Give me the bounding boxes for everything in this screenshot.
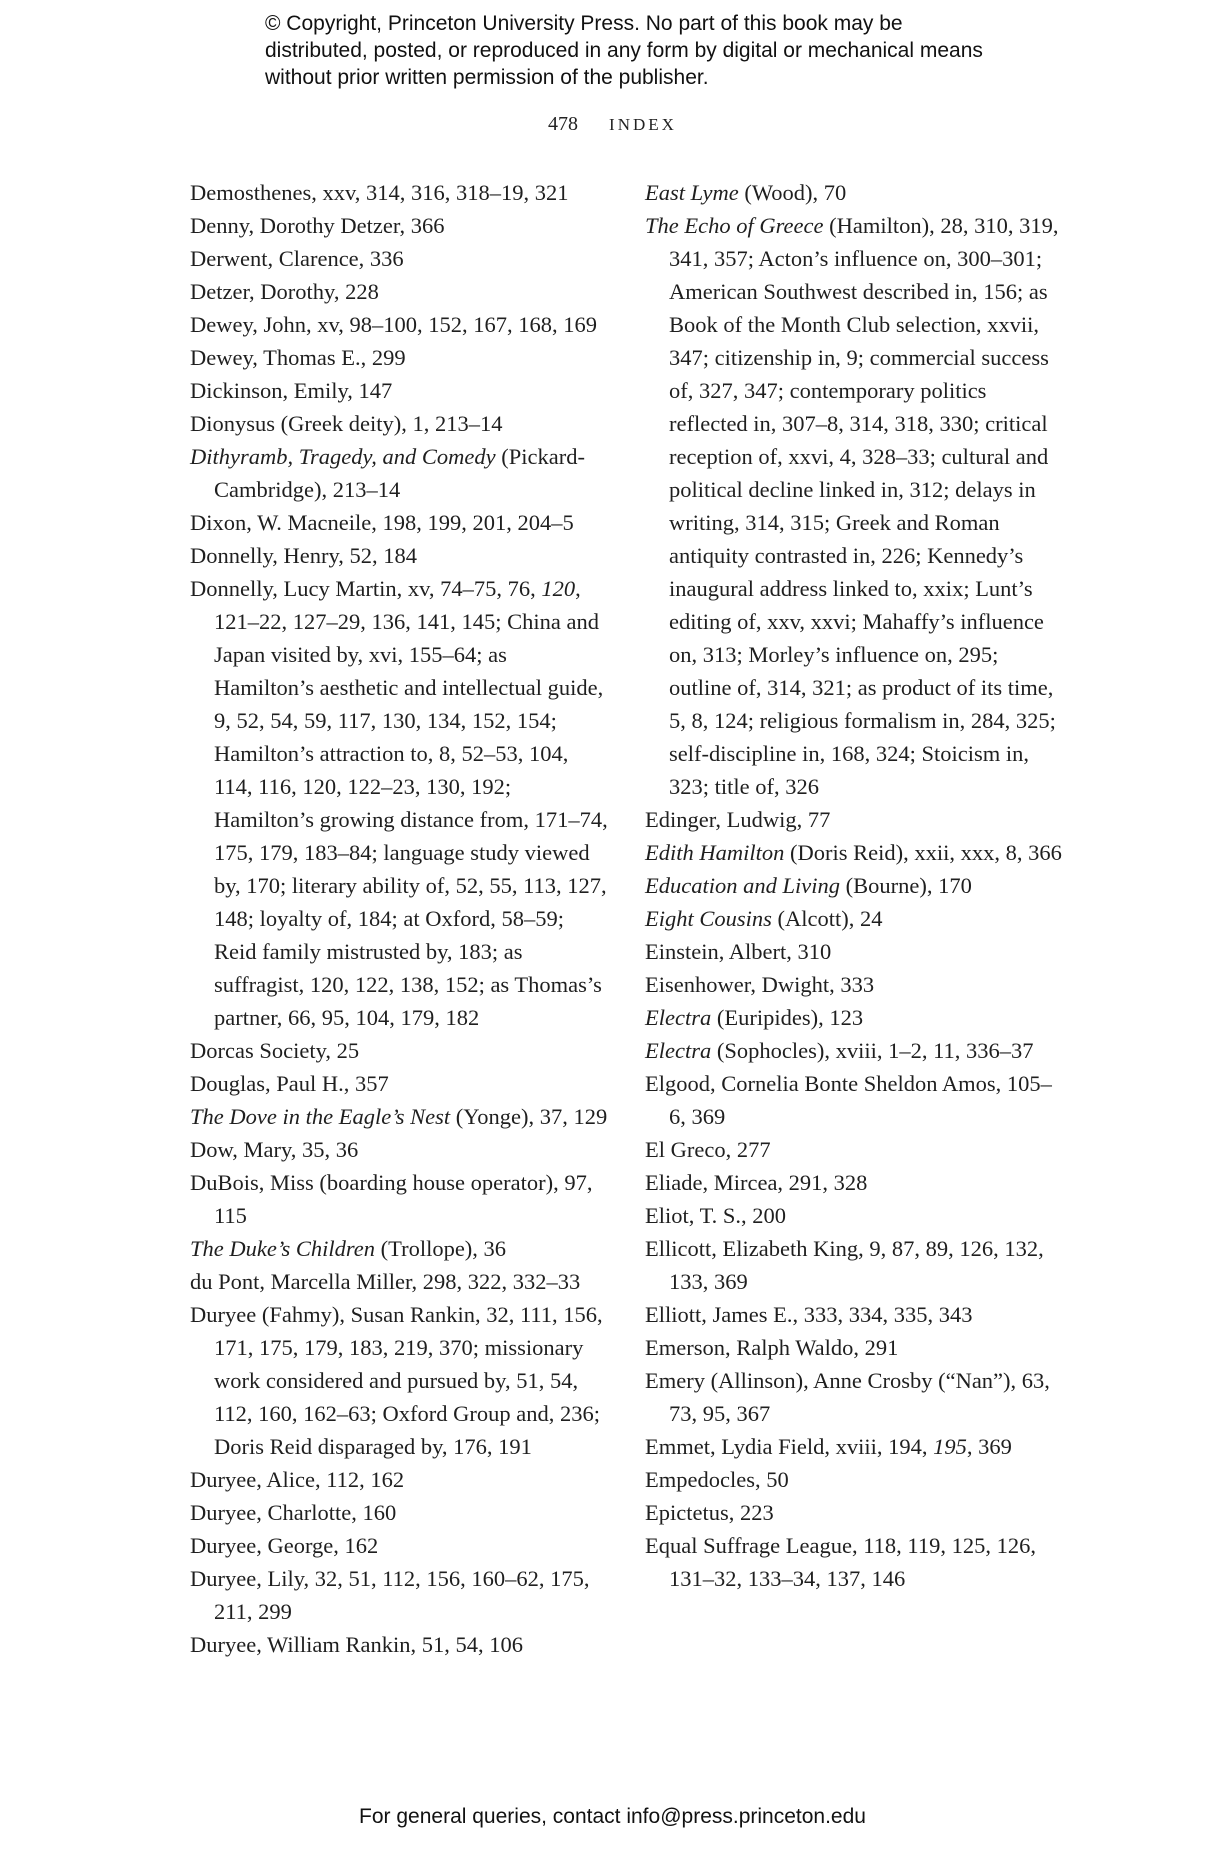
index-entry [190,176,610,209]
index-entry [190,275,610,308]
index-entry [645,1133,1065,1166]
index-entry [645,1463,1065,1496]
index-entry-text: Eliot, T. S., 200 [645,1203,787,1228]
index-entry [645,1067,1065,1133]
index-entry [190,1298,610,1463]
index-entry-text: (Wood), 70 [738,180,847,205]
index-entry-text: (Pickard-Cambridge), 213–14 [214,444,585,502]
index-entry [645,968,1065,1001]
index-entry-title: Electra [645,1038,712,1063]
index-entry-title: 195 [933,1434,967,1459]
index-entry-text: Emmet, Lydia Field, xviii, 194, [645,1434,934,1459]
index-entry-text: Dewey, Thomas E., 299 [190,345,406,370]
index-entry-text: Emerson, Ralph Waldo, 291 [645,1335,899,1360]
index-entry-text: Elliott, James E., 333, 334, 335, 343 [645,1302,973,1327]
index-entry-text: Donnelly, Lucy Martin, xv, 74–75, 76, [190,576,542,601]
page-number: 478 [548,113,579,135]
index-entry [190,1232,610,1265]
index-entry-text: Detzer, Dorothy, 228 [190,279,379,304]
index-entry [190,407,610,440]
index-entry [190,1628,610,1661]
index-entry [645,1496,1065,1529]
index-entry [190,308,610,341]
index-entry-text: Donnelly, Henry, 52, 184 [190,543,418,568]
index-column-right [645,176,1065,1595]
index-entry-title: 120 [541,576,576,601]
copyright-notice: © Copyright, Princeton University Press. No part of this book may be distributed, posted, or reproduced in any form by digital or mechanical means without prior written permission of the publisher. [265,12,983,89]
index-entry-text: , 369 [966,1434,1012,1459]
index-entry-title: Eight Cousins [645,906,772,931]
index-entry-text: Duryee, Alice, 112, 162 [190,1467,405,1492]
index-entry-text: DuBois, Miss (boarding house operator), 97, 115 [190,1170,593,1228]
index-entry [645,1331,1065,1364]
index-entry-text: Emery (Allinson), Anne Crosby (“Nan”), 63, 73, 95, 367 [645,1368,1050,1426]
index-entry [190,1100,610,1133]
index-entry-text: Empedocles, 50 [645,1467,789,1492]
index-entry [190,1133,610,1166]
index-entry [190,440,610,506]
index-entry-text: Dow, Mary, 35, 36 [190,1137,359,1162]
index-entry-text: Eliade, Mircea, 291, 328 [645,1170,868,1195]
index-entry [645,209,1065,803]
index-entry-title: East Lyme [645,180,739,205]
index-entry-text: Dickinson, Emily, 147 [190,378,393,403]
index-entry-text: Derwent, Clarence, 336 [190,246,404,271]
index-entry-text: (Trollope), 36 [375,1236,507,1261]
index-entry-text: Ellicott, Elizabeth King, 9, 87, 89, 126, 132, 133, 369 [645,1236,1044,1294]
index-entry-text: Dionysus (Greek deity), 1, 213–14 [190,411,503,436]
index-entry [645,1166,1065,1199]
index-entry [645,1001,1065,1034]
index-entry [645,803,1065,836]
index-entry-text: Denny, Dorothy Detzer, 366 [190,213,445,238]
index-entry [190,506,610,539]
index-entry-text: (Bourne), 170 [840,873,972,898]
index-entry-text: du Pont, Marcella Miller, 298, 322, 332–33 [190,1269,581,1294]
index-entry [190,539,610,572]
index-entry [645,869,1065,902]
index-entry-text: Douglas, Paul H., 357 [190,1071,389,1096]
index-entry-text: Duryee, Lily, 32, 51, 112, 156, 160–62, 175, 211, 299 [190,1566,590,1624]
index-entry-text: Duryee, George, 162 [190,1533,379,1558]
index-entry [190,1496,610,1529]
index-entry-text: , 121–22, 127–29, 136, 141, 145; China and Japan visited by, xvi, 155–64; as Hamilton’s aesthetic and intellectual guide, 9, 52, 54, 59, 117, 130, 134, 152, 154; Hamilton’s attraction to, 8, 52–53, 104, 114, 116, 120, 122–23, 130, 192; Hamilton’s growing distance from, 171–74, 175, 179, 183–84; language study viewed by, 170; literary ability of, 52, 55, 113, 127, 148; loyalty of, 184; at Oxford, 58–59; Reid family mistrusted by, 183; as suffragist, 120, 122, 138, 152; as Thomas’s partner, 66, 95, 104, 179, 182 [214,576,608,1030]
running-head [0,113,1225,136]
footer-contact: For general queries, contact info@press.princeton.edu [359,1805,866,1828]
index-entry [190,242,610,275]
index-entry-title: Edith Hamilton [645,840,785,865]
index-entry-text: (Alcott), 24 [771,906,883,931]
index-entry [645,176,1065,209]
index-entry-title: The Dove in the Eagle’s Nest [190,1104,451,1129]
index-entry-text: Duryee, Charlotte, 160 [190,1500,397,1525]
index-entry-text: (Yonge), 37, 129 [450,1104,608,1129]
index-entry-text: Einstein, Albert, 310 [645,939,832,964]
index-entry-title: Dithyramb, Tragedy, and Comedy [190,444,496,469]
index-entry-title: The Duke’s Children [190,1236,375,1261]
section-title: INDEX [609,115,677,134]
index-entry-text: Edinger, Ludwig, 77 [645,807,831,832]
index-entry-text: Duryee (Fahmy), Susan Rankin, 32, 111, 156, 171, 175, 179, 183, 219, 370; missionary work considered and pursued by, 51, 54, 112, 160, 162–63; Oxford Group and, 236; Doris Reid disparaged by, 176, 191 [190,1302,603,1459]
index-entry [645,1199,1065,1232]
index-entry-text: (Sophocles), xviii, 1–2, 11, 336–37 [711,1038,1034,1063]
index-entry [190,1265,610,1298]
index-entry [645,1529,1065,1595]
index-entry [190,1034,610,1067]
index-entry [190,572,610,1034]
index-entry [645,1232,1065,1298]
index-column-left [190,176,610,1661]
index-entry [645,902,1065,935]
index-entry [190,1529,610,1562]
index-entry [190,209,610,242]
index-entry-text: Elgood, Cornelia Bonte Sheldon Amos, 105–6, 369 [645,1071,1052,1129]
index-entry [190,1463,610,1496]
index-entry-text: Dorcas Society, 25 [190,1038,360,1063]
index-entry [190,1166,610,1232]
index-entry-text: Eisenhower, Dwight, 333 [645,972,875,997]
index-entry-text: (Euripides), 123 [711,1005,864,1030]
index-entry-title: The Echo of Greece [645,213,824,238]
index-entry-text: (Doris Reid), xxii, xxx, 8, 366 [784,840,1062,865]
index-entry [645,1034,1065,1067]
index-entry [190,341,610,374]
index-entry [190,374,610,407]
index-entry-text: Equal Suffrage League, 118, 119, 125, 126, 131–32, 133–34, 137, 146 [645,1533,1036,1591]
index-entry [645,1430,1065,1463]
index-entry-title: Electra [645,1005,712,1030]
index-entry-text: Dixon, W. Macneile, 198, 199, 201, 204–5 [190,510,574,535]
index-entry-text: (Hamilton), 28, 310, 319, 341, 357; Acton’s influence on, 300–301; American Southwest described in, 156; as Book of the Month Club selection, xxvii, 347; citizenship in, 9; commercial success of, 327, 347; contemporary politics reflected in, 307–8, 314, 318, 330; critical reception of, xxvi, 4, 328–33; cultural and political decline linked in, 312; delays in writing, 314, 315; Greek and Roman antiquity contrasted in, 226; Kennedy’s inaugural address linked to, xxix; Lunt’s editing of, xxv, xxvi; Mahaffy’s influence on, 313; Morley’s influence on, 295; outline of, 314, 321; as product of its time, 5, 8, 124; religious formalism in, 284, 325; self-discipline in, 168, 324; Stoicism in, 323; title of, 326 [669,213,1059,799]
index-entry-text: Demosthenes, xxv, 314, 316, 318–19, 321 [190,180,569,205]
index-entry-title: Education and Living [645,873,840,898]
index-entry-text: Epictetus, 223 [645,1500,774,1525]
index-entry [190,1562,610,1628]
index-entry [645,1364,1065,1430]
index-entry-text: El Greco, 277 [645,1137,771,1162]
index-entry [190,1067,610,1100]
index-entry [645,1298,1065,1331]
index-entry-text: Dewey, John, xv, 98–100, 152, 167, 168, 169 [190,312,598,337]
index-entry [645,836,1065,869]
index-entry-text: Duryee, William Rankin, 51, 54, 106 [190,1632,524,1657]
index-entry [645,935,1065,968]
